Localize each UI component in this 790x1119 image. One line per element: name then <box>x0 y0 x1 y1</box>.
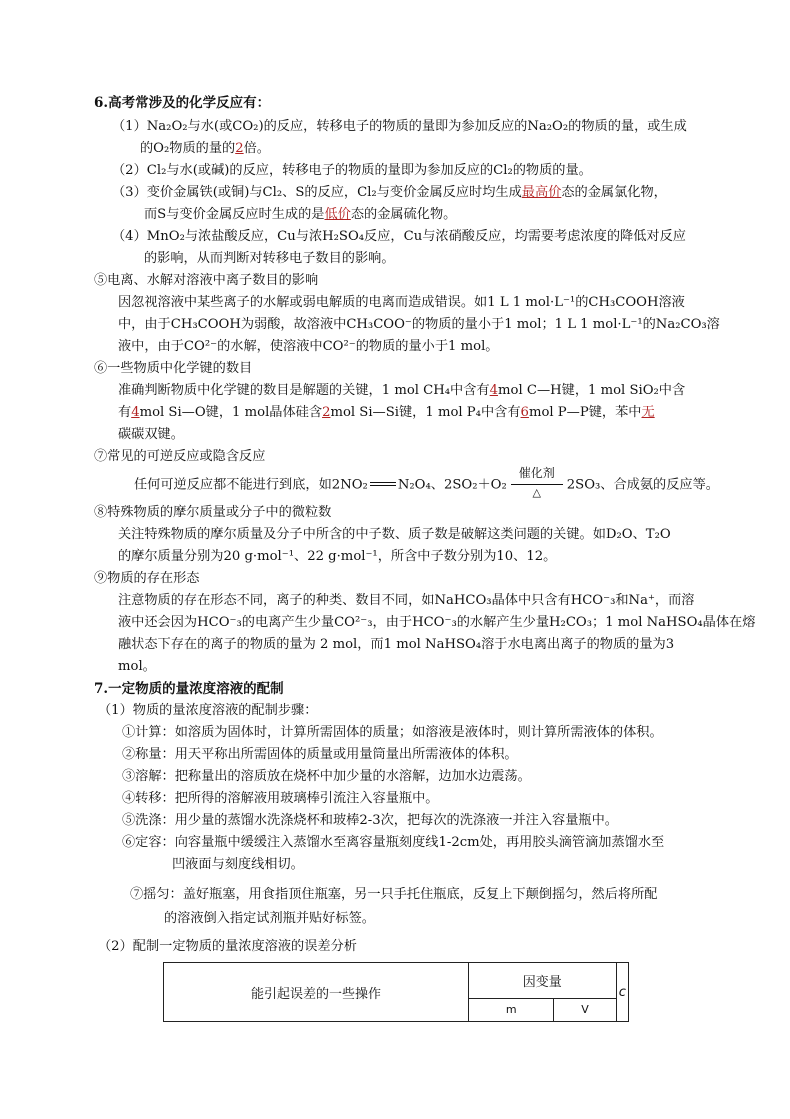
blank-answer: 低价 <box>324 207 351 222</box>
step-7-line-1: ⑦摇匀：盖好瓶塞，用食指顶住瓶塞，另一只手托住瓶底，反复上下颠倒摇匀，然后将所配 <box>130 887 658 902</box>
step-2: ②称量：用天平称出所需固体的质量或用量筒量出所需液体的体积。 <box>122 747 518 762</box>
bond-text: mol Si—O键，1 mol晶体硅含 <box>139 405 323 420</box>
bond-text: 有 <box>118 405 132 420</box>
item-1-text: 的O₂物质的量的 <box>140 141 236 156</box>
bond-text: 准确判断物质中化学键的数目是解题的关键，1 mol CH₄中含有 <box>118 383 490 398</box>
item-3b-text-end: 态的金属硫化物。 <box>350 207 457 222</box>
step-6-line-1: ⑥定容：向容量瓶中缓缓注入蒸馏水至离容量瓶刻度线1-2cm处，再用胶头滴管滴加蒸馏水至 <box>122 835 665 850</box>
header-c: c <box>616 963 628 1022</box>
item-3b-text: 而S与变价金属反应时生成的是 <box>144 207 325 222</box>
table-row <box>164 963 629 999</box>
subsection-5-title: ⑤电离、水解对溶液中离子数目的影响 <box>94 273 319 288</box>
blank-answer: 2 <box>322 405 331 420</box>
bond-text: mol C—H键，1 mol SiO₂中含 <box>498 383 686 398</box>
subsection-5-line-3: 液中，由于CO²⁻的水解，使溶液中CO²⁻的物质的量小于1 mol。 <box>118 339 499 354</box>
subsection-9-line-2: 液中还会因为HCO⁻₃的电离产生少量CO²⁻₃，由于HCO⁻₃的水解产生少量H₂CO₃；1 mol NaHSO₄晶体在熔 <box>118 615 756 630</box>
blank-answer: 无 <box>641 405 655 420</box>
item-3-line-2 <box>144 206 456 224</box>
subsection-6-line-3: 碳碳双键。 <box>118 427 184 442</box>
blank-answer: 最高价 <box>521 185 562 200</box>
item-3-line-1 <box>112 184 667 202</box>
header-variable: 因变量 <box>469 963 617 999</box>
subsection-9-line-4: mol。 <box>118 659 156 674</box>
blank-answer: 4 <box>489 383 499 398</box>
section-6-heading: 6.高考常涉及的化学反应有： <box>94 95 271 111</box>
subsection-5-line-2: 中，由于CH₃COOH为弱酸，故溶液中CH₃COO⁻的物质的量小于1 mol；1 L 1 mol·L⁻¹的Na₂CO₃溶 <box>118 317 720 332</box>
blank-answer: 2 <box>235 141 244 156</box>
subsection-7-title: ⑦常见的可逆反应或隐含反应 <box>94 449 266 464</box>
error-analysis-table <box>163 962 629 1022</box>
item-2: （2）Cl₂与水(或碱)的反应，转移电子的物质的量即为参加反应的Cl₂的物质的量。 <box>112 163 592 178</box>
step-4: ④转移：把所得的溶解液用玻璃棒引流注入容量瓶中。 <box>122 791 439 806</box>
subsection-9-title: ⑨物质的存在形态 <box>94 571 200 586</box>
subsection-5-line-1: 因忽视溶液中某些离子的水解或弱电解质的电离而造成错误。如1 L 1 mol·L⁻¹的CH₃COOH溶液 <box>118 295 685 310</box>
subsection-8-line-1: 关注特殊物质的摩尔质量及分子中所含的中子数、质子数是破解这类问题的关键。如D₂O、T₂O <box>118 527 671 542</box>
header-v: V <box>554 998 616 1021</box>
step-5: ⑤洗涤：用少量的蒸馏水洗涤烧杯和玻棒2-3次，把每次的洗涤液一并注入容量瓶中。 <box>122 813 618 828</box>
catalyst-label: 催化剂 <box>518 466 555 480</box>
item-3-text: （3）变价金属铁(或铜)与Cl₂、S的反应，Cl₂与变价金属反应时均生成 <box>112 185 522 200</box>
equilibrium-arrow-icon <box>368 480 398 490</box>
blank-answer: 4 <box>131 405 140 420</box>
item-1-line-1: （1）Na₂O₂与水(或CO₂)的反应，转移电子的物质的量即为参加反应的Na₂O₂的物质的量，或生成 <box>112 119 687 134</box>
subsection-8-title: ⑧特殊物质的摩尔质量或分子中的微粒数 <box>94 505 332 520</box>
subsection-8-line-2: 的摩尔质量分别为20 g·mol⁻¹、22 g·mol⁻¹，所含中子数分别为10、12。 <box>118 549 557 564</box>
step-7-line-2: 的溶液倒入指定试剂瓶并贴好标签。 <box>164 911 375 926</box>
blank-answer: 6 <box>520 405 529 420</box>
header-m: m <box>469 998 554 1021</box>
subsection-9-line-1: 注意物质的存在形态不同，离子的种类、数目不同，如NaHCO₃晶体中只含有HCO⁻₃和Na⁺，而溶 <box>118 593 695 608</box>
step-6-line-2: 凹液面与刻度线相切。 <box>172 857 304 872</box>
subsection-6-title: ⑥一些物质中化学键的数目 <box>94 361 253 376</box>
subsection-6-line-2 <box>118 404 655 422</box>
error-analysis-subheading: （2）配制一定物质的量浓度溶液的误差分析 <box>98 939 357 954</box>
steps-subheading: （1）物质的量浓度溶液的配制步骤： <box>98 703 318 718</box>
bond-text: mol Si—Si键，1 mol P₄中含有 <box>330 405 521 420</box>
subsection-9-line-3: 融状态下存在的离子的物质的量为 2 mol，而1 mol NaHSO₄溶于水电离出离子的物质的量为3 <box>118 637 675 652</box>
item-1-text-end: 倍。 <box>243 141 270 156</box>
item-3-text-end: 态的金属氯化物， <box>561 185 667 200</box>
item-4-line-1: （4）MnO₂与浓盐酸反应，Cu与浓H₂SO₄反应，Cu与浓硝酸反应，均需要考虑浓度的降低对反应 <box>112 229 686 244</box>
reaction-text: 任何可逆反应都不能进行到底，如2NO₂ <box>134 477 368 493</box>
section-7-heading: 7.一定物质的量浓度溶液的配制 <box>94 681 284 697</box>
heat-label: △ <box>532 486 541 499</box>
bond-text: mol P—P键，苯中 <box>528 405 642 420</box>
reaction-line <box>134 466 719 499</box>
catalyst-condition <box>507 466 567 499</box>
reaction-text: N₂O₄、2SO₂＋O₂ <box>397 477 507 493</box>
header-operations: 能引起误差的一些操作 <box>164 963 469 1022</box>
reaction-text: 2SO₃、合成氨的反应等。 <box>566 477 719 493</box>
step-3: ③溶解：把称量出的溶质放在烧杯中加少量的水溶解，边加水边震荡。 <box>122 769 531 784</box>
step-1: ①计算：如溶质为固体时，计算所需固体的质量；如溶液是液体时，则计算所需液体的体积。 <box>122 725 663 740</box>
item-4-line-2: 的影响，从而判断对转移电子数目的影响。 <box>144 251 395 266</box>
subsection-6-line-1 <box>118 382 685 400</box>
item-1-line-2 <box>140 140 270 158</box>
